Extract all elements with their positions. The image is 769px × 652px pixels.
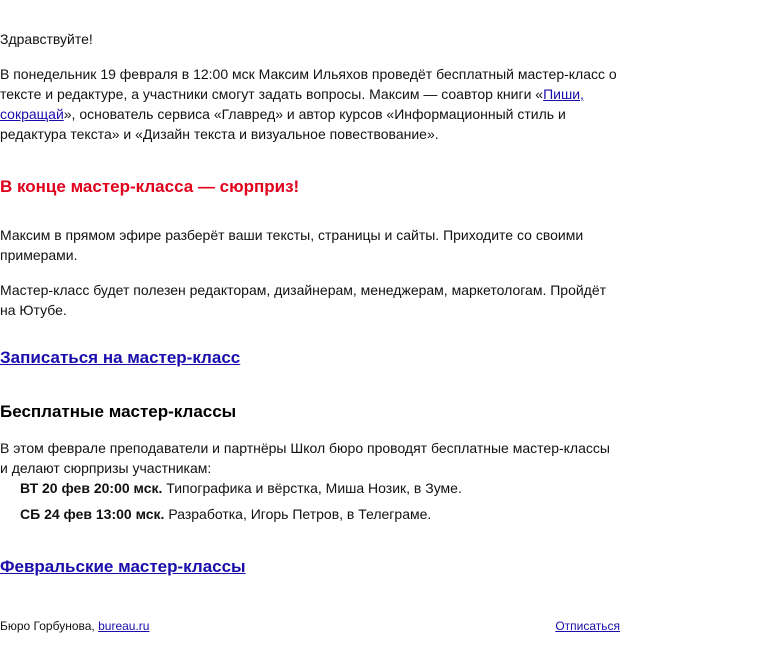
intro-text-before: В понедельник 19 февраля в 12:00 мск Максим Ильяхов проведёт бесплатный мастер-класс о тексте и редактуре, а участники смогут задать вопросы. Максим — соавтор книги « [0,66,617,102]
greeting: Здравствуйте! [0,31,93,47]
event-item [20,478,620,498]
event-time: СБ 24 фев 13:00 мск. [20,506,165,522]
surprise-heading: В конце мастер-класса — сюрприз! [0,177,300,196]
footer [0,618,620,634]
intro-paragraph [0,64,620,144]
event-item [20,504,620,524]
unsubscribe-link[interactable]: Отписаться [555,619,620,633]
event-description: Разработка, Игорь Петров, в Телеграме. [168,506,432,522]
free-classes-intro: В этом феврале преподаватели и партнёры Школ бюро проводят бесплатные мастер-классы и делают сюрпризы участникам: [0,440,610,476]
intro-text-after: », основатель сервиса «Главред» и автор курсов «Информационный стиль и редактура текста» и «Дизайн текста и визуальное повествование». [0,106,566,142]
book-link[interactable]: Пиши, сокращай [0,86,584,122]
audience-paragraph: Мастер-класс будет полезен редакторам, дизайнерам, менеджерам, маркетологам. Пройдёт на Ютубе. [0,282,607,318]
signup-link[interactable]: Записаться на мастер-класс [0,348,241,367]
event-description: Типографика и вёрстка, Миша Нозик, в Зуме. [166,480,462,496]
review-paragraph: Максим в прямом эфире разберёт ваши тексты, страницы и сайты. Приходите со своими примерами. [0,227,584,263]
february-classes-link[interactable]: Февральские мастер-классы [0,557,246,576]
free-classes-heading: Бесплатные мастер-классы [0,402,237,421]
events-list [20,478,620,530]
footer-company: Бюро Горбунова, [0,619,99,633]
bureau-site-link[interactable]: bureau.ru [98,619,150,633]
event-time: ВТ 20 фев 20:00 мск. [20,480,163,496]
